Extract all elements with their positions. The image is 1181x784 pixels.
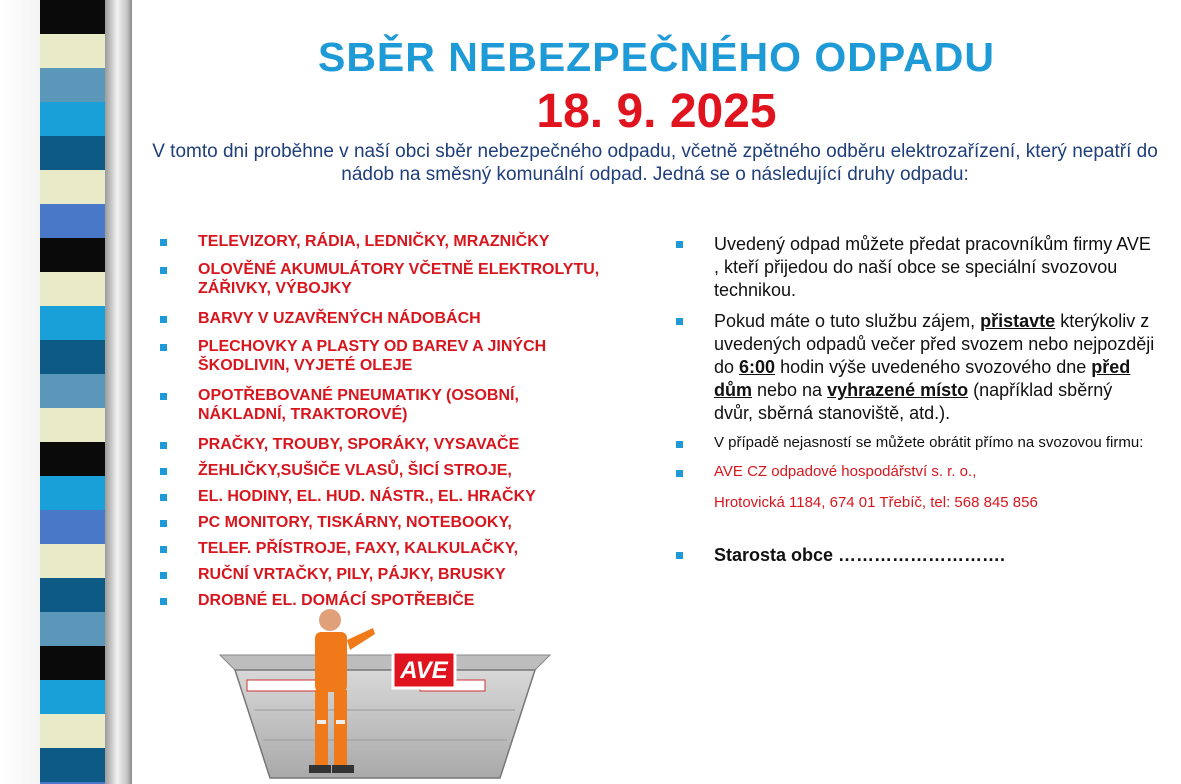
bullet-square-icon: [160, 520, 167, 527]
stripe: [40, 748, 105, 782]
bullet-square-icon: [160, 572, 167, 579]
stripe: [40, 714, 105, 748]
waste-item-label: ŽEHLIČKY,SUŠIČE VLASŮ, ŠICÍ STROJE,: [198, 462, 512, 479]
info-item-mayor: [676, 544, 1156, 567]
bullet-square-icon: [676, 441, 683, 448]
waste-list-item: [160, 435, 610, 454]
ave-logo-text: AVE: [400, 657, 448, 684]
waste-list-item: [160, 309, 610, 328]
ave-logo: [393, 652, 455, 688]
bullet-square-icon: [160, 393, 167, 400]
stripe: [40, 34, 105, 68]
decorative-stripes: [40, 0, 105, 784]
info-item-company: [676, 462, 1156, 481]
stripe: [40, 476, 105, 510]
waste-list-item: [160, 565, 610, 584]
bullet-square-icon: [676, 552, 683, 559]
waste-item-label: PRAČKY, TROUBY, SPORÁKY, VYSAVAČE: [198, 436, 520, 453]
info-item-pickup: [676, 233, 1156, 302]
bullet-square-icon: [676, 318, 683, 325]
info-text: nebo na: [752, 380, 828, 400]
stripe: [40, 306, 105, 340]
bullet-square-icon: [160, 494, 167, 501]
bullet-square-icon: [160, 239, 167, 246]
emphasis-text: 6:00: [739, 357, 776, 377]
decorative-gray-bar: [105, 0, 132, 784]
bullet-square-icon: [160, 267, 167, 274]
waste-item-label: RUČNÍ VRTAČKY, PILY, PÁJKY, BRUSKY: [198, 566, 506, 583]
bullet-square-icon: [676, 470, 683, 477]
stripe: [40, 408, 105, 442]
waste-item-label: OPOTŘEBOVANÉ PNEUMATIKY (OSOBNÍ, NÁKLADNÍ, TRAKTOROVÉ): [198, 387, 519, 423]
event-date: 18. 9. 2025: [536, 85, 777, 138]
waste-item-label: EL. HODINY, EL. HUD. NÁSTR., EL. HRAČKY: [198, 488, 536, 505]
waste-list-item: [160, 386, 610, 424]
address-text: Hrotovická 1184, 674 01 Třebíč, tel: 568 845 856: [714, 494, 1038, 511]
info-text: (například sběrný dvůr, sběrná stanoviště, atd.).: [714, 380, 1113, 423]
waste-list-item: [160, 461, 610, 480]
waste-item-label: BARVY V UZAVŘENÝCH NÁDOBÁCH: [198, 310, 481, 327]
stripe: [40, 238, 105, 272]
left-margin: [0, 0, 40, 784]
company-address: [676, 493, 1156, 512]
stripe: [40, 442, 105, 476]
waste-list-item: [160, 337, 610, 375]
stripe: [40, 0, 105, 34]
stripe: [40, 680, 105, 714]
waste-list-item: [160, 539, 610, 558]
bullet-square-icon: [676, 241, 683, 248]
waste-container-illustration: [205, 600, 565, 784]
info-list: [676, 233, 1156, 567]
waste-list-item: [160, 232, 610, 251]
waste-item-label: PC MONITORY, TISKÁRNY, NOTEBOOKY,: [198, 514, 512, 531]
waste-item-label: TELEF. PŘÍSTROJE, FAXY, KALKULAČKY,: [198, 540, 519, 557]
info-text: hodin výše uvedeného svozového dne: [775, 357, 1092, 377]
waste-item-label: TELEVIZORY, RÁDIA, LEDNIČKY, MRAZNIČKY: [198, 233, 550, 250]
info-text: Uvedený odpad můžete předat pracovníkům firmy AVE , kteří přijedou do naší obce se speciální svozovou technikou.: [714, 234, 1151, 300]
waste-list-item: [160, 487, 610, 506]
mayor-signature: Starosta obce ……………………….: [714, 545, 1006, 565]
page-title: SBĚR NEBEZPEČNÉHO ODPADU: [317, 34, 996, 80]
bullet-square-icon: [160, 344, 167, 351]
company-name: AVE CZ odpadové hospodářství s. r. o.,: [714, 463, 977, 480]
emphasis-text: vyhrazené místo: [827, 380, 969, 400]
bullet-square-icon: [160, 316, 167, 323]
info-text: Pokud máte o tuto službu zájem,: [714, 311, 981, 331]
bullet-square-icon: [160, 468, 167, 475]
stripe: [40, 170, 105, 204]
info-text: kterýkoliv z uvedených odpadů večer před svozem nebo nejpozději do: [714, 311, 1155, 377]
stripe: [40, 612, 105, 646]
waste-list-item: [160, 513, 610, 532]
info-item-contact: [676, 433, 1156, 452]
bullet-square-icon: [160, 598, 167, 605]
stripe: [40, 374, 105, 408]
stripe: [40, 578, 105, 612]
intro-text: V tomto dni proběhne v naší obci sběr nebezpečného odpadu, včetně zpětného odběru elektrozařízení, který nepatří do nádob na směsný komunální odpad. Jedná se o následující druhy odpadu:: [152, 141, 1158, 185]
emphasis-text: před dům: [714, 357, 1131, 400]
stripe: [40, 340, 105, 374]
stripe: [40, 204, 105, 238]
stripe: [40, 102, 105, 136]
stripe: [40, 68, 105, 102]
stripe: [40, 272, 105, 306]
stripe: [40, 646, 105, 680]
stripe: [40, 136, 105, 170]
info-item-instructions: [676, 310, 1156, 425]
waste-item-label: DROBNÉ EL. DOMÁCÍ SPOTŘEBIČE: [198, 592, 475, 609]
waste-item-label: OLOVĚNÉ AKUMULÁTORY VČETNĚ ELEKTROLYTU, ZÁŘIVKY, VÝBOJKY: [198, 261, 600, 297]
stripe: [40, 544, 105, 578]
emphasis-text: přistavte: [980, 311, 1056, 331]
waste-item-label: PLECHOVKY A PLASTY OD BAREV A JINÝCH ŠKODLIVIN, VYJETÉ OLEJE: [198, 338, 547, 374]
waste-list: [160, 232, 610, 610]
waste-list-item: [160, 260, 610, 298]
bullet-square-icon: [160, 546, 167, 553]
stripe: [40, 510, 105, 544]
info-text: V případě nejasností se můžete obrátit přímo na svozovou firmu:: [714, 434, 1144, 451]
bullet-square-icon: [160, 442, 167, 449]
